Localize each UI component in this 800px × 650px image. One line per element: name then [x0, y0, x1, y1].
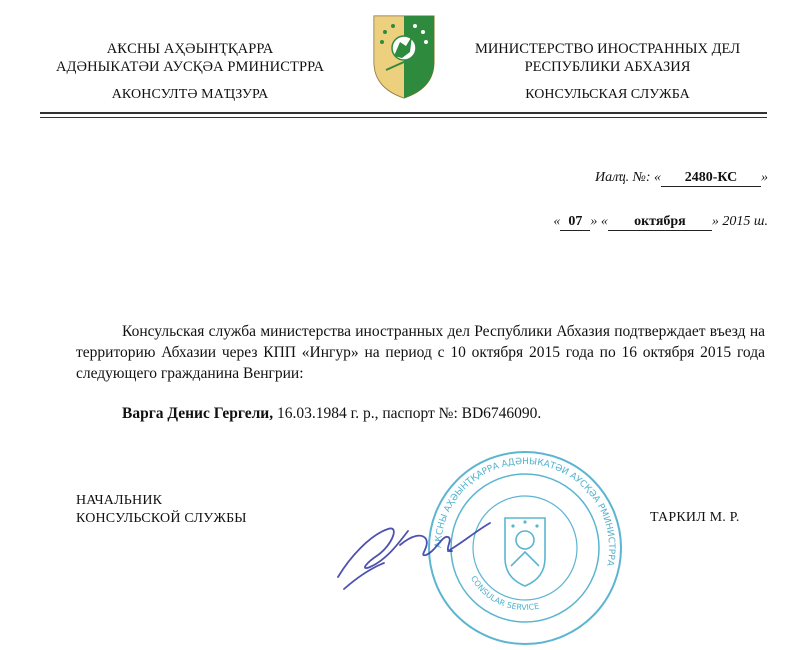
body-paragraph: Консульская служба министерства иностранных дел Республики Абхазия подтверждает въезд на территорию Абхазии через КПП «Ингур» на период с 10 октября 2015 года по 16 октября 2015 года следующего гражданина Венгрии:	[76, 323, 765, 382]
reference-number-line	[595, 170, 768, 187]
header-russian	[455, 40, 760, 104]
header-abkhaz-service: АКОНСУЛТӘ МАҴЗУРА	[111, 87, 269, 102]
date-day: 07	[560, 214, 590, 231]
date-open-quote: «	[553, 214, 561, 229]
header-abkhaz	[40, 40, 340, 104]
header-divider-thin	[40, 117, 767, 118]
stamp-outer-text: АҞСНЫ АҲӘЫНҬҚАРРА АДӘНЫКАТӘИ АУСҚӘА РМИНИСТРРА	[433, 456, 617, 567]
signatory-title	[76, 492, 247, 528]
header-russian-line1: МИНИСТЕРСТВО ИНОСТРАННЫХ ДЕЛ	[474, 41, 741, 57]
signatory-title-line2: КОНСУЛЬСКОЙ СЛУЖБЫ	[76, 511, 247, 526]
signatory-name: ТАРКИЛ М. Р.	[650, 510, 740, 525]
stamp-inner-text: CONSULAR SERVICE	[468, 574, 540, 613]
reference-close-quote: »	[761, 170, 768, 185]
header-abkhaz-line1: АҞСНЫ АҲӘЫНҬҚАРРА	[106, 41, 274, 57]
handwritten-signature	[330, 505, 510, 595]
date-mid-quote: » «	[590, 214, 608, 229]
header-abkhaz-line2: АДӘНЫКАТӘИ АУСҚӘА РМИНИСТРРА	[55, 59, 325, 75]
coat-of-arms-icon	[370, 12, 438, 100]
header-russian-service: КОНСУЛЬСКАЯ СЛУЖБА	[525, 87, 690, 102]
person-name: Варга Денис Гергели,	[122, 405, 274, 422]
header-divider-thick	[40, 112, 767, 114]
date-close-quote: »	[711, 214, 719, 229]
header-russian-line2: РЕСПУБЛИКИ АБХАЗИЯ	[524, 59, 691, 75]
person-line	[122, 405, 541, 423]
date-year: 2015 ш.	[722, 214, 768, 229]
reference-label: Иалҵ. №:	[595, 170, 651, 185]
reference-open-quote: «	[654, 170, 661, 185]
signatory-title-line1: НАЧАЛЬНИК	[76, 493, 163, 508]
date-month: октября	[608, 214, 712, 231]
person-details: 16.03.1984 г. р., паспорт №: BD6746090.	[273, 405, 542, 422]
document-date	[553, 214, 768, 231]
reference-number: 2480-КС	[661, 170, 761, 187]
